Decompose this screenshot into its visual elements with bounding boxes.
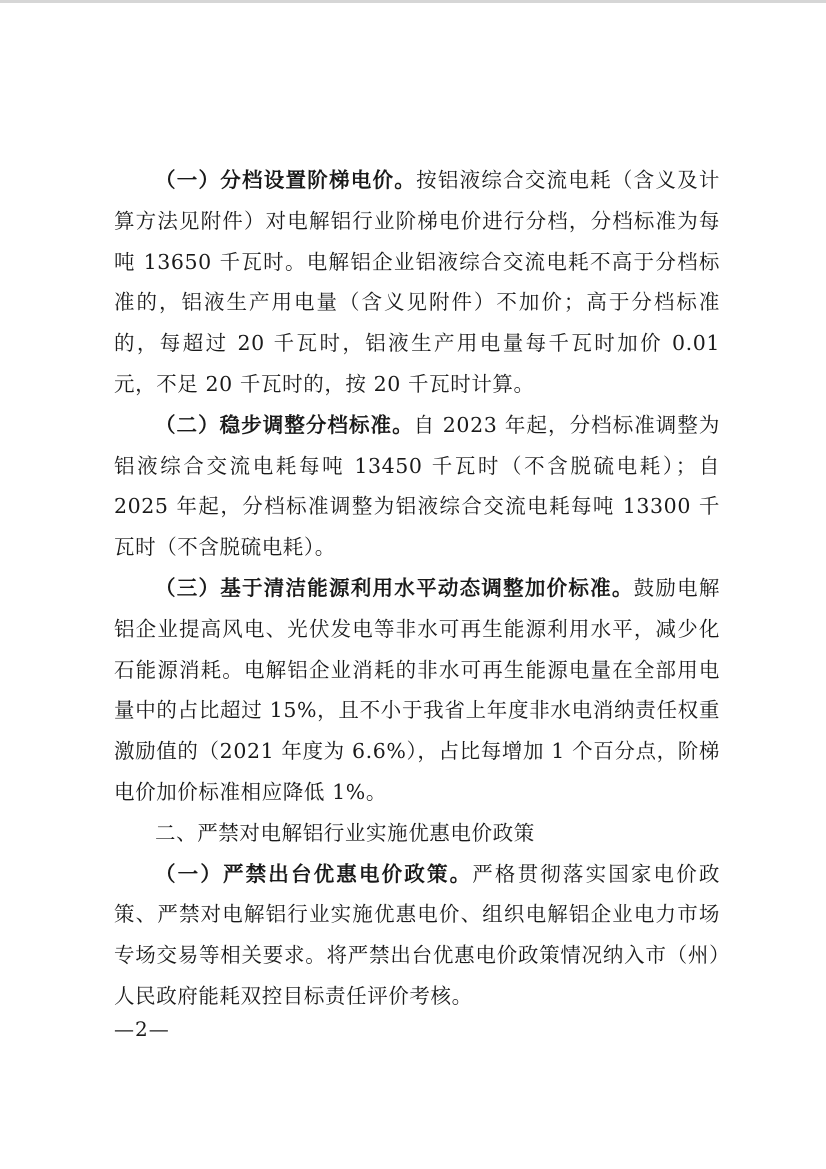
paragraph-text: 鼓励电解铝企业提高风电、光伏发电等非水可再生能源利用水平，减少化石能源消耗。电解铝企业消耗的非水可再生能源电量在全部用电量中的占比超过 15%，且不小于我省上年度非水电消纳责任权重激励值的（2021 年度为 6.6%），占比每增加 1 个百分点，阶梯电价加价标准相应降低 1%。 [114,575,720,804]
paragraph-lead: （一）分档设置阶梯电价。 [155,168,417,192]
paragraph-text: 严格贯彻落实国家电价政策、严禁对电解铝行业实施优惠电价、组织电解铝企业电力市场专场交易等相关要求。将严禁出台优惠电价政策情况纳入市（州）人民政府能耗双控目标责任评价考核。 [114,861,720,1008]
paragraph-prohibit-preferential [114,854,720,1017]
paragraph-adjust-standard [114,405,720,568]
page-number: —2— [114,1017,170,1041]
paragraph-lead: （一）严禁出台优惠电价政策。 [155,861,473,886]
paragraph-clean-energy [114,568,720,813]
paragraph-lead: （三）基于清洁能源利用水平动态调整加价标准。 [155,575,634,600]
section-heading: 二、严禁对电解铝行业实施优惠电价政策 [155,820,535,845]
document-body [114,160,720,1017]
paragraph-text: 自 2023 年起，分档标准调整为铝液综合交流电耗每吨 13450 千瓦时（不含脱硫电耗）；自 2025 年起，分档标准调整为铝液综合交流电耗每吨 13300 千瓦时（不含脱硫电耗）。 [114,412,721,560]
top-edge-line [0,0,826,3]
paragraph-tiered-pricing [114,160,720,405]
paragraph-text: 按铝液综合交流电耗（含义及计算方法见附件）对电解铝行业阶梯电价进行分档，分档标准为每吨 13650 千瓦时。电解铝企业铝液综合交流电耗不高于分档标准的，铝液生产用电量（含义见附件）不加价；高于分档标准的，每超过 20 千瓦时，铝液生产用电量每千瓦时加价 0.01 元，不足 20 千瓦时的，按 20 千瓦时计算。 [114,168,721,396]
paragraph-lead: （二）稳步调整分档标准。 [155,412,414,437]
